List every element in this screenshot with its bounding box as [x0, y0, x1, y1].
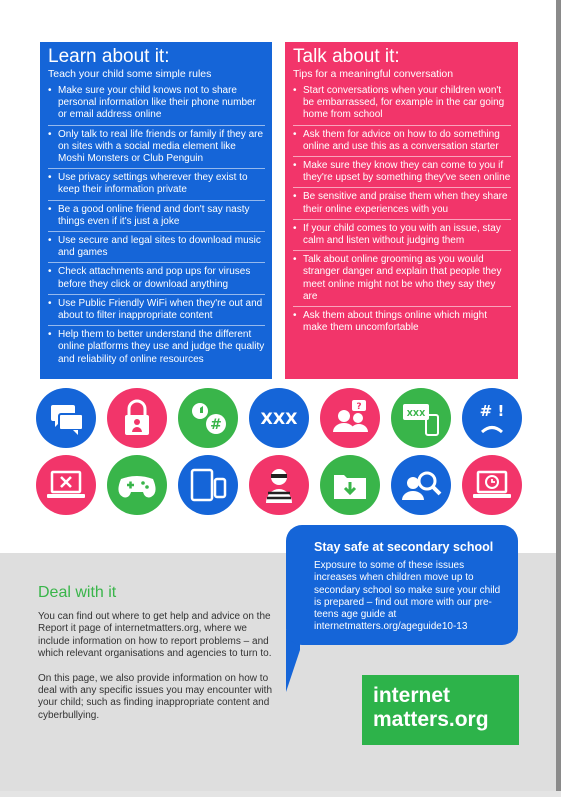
list-item: • If your child comes to you with an issue, stay calm and listen without judging them [293, 223, 511, 251]
logo-line-1: internet [373, 684, 451, 707]
learn-title: Learn about it: [48, 46, 170, 67]
svg-text:XXX: XXX [406, 409, 426, 418]
padlock-person-icon [107, 388, 167, 448]
people-question-icon [320, 388, 380, 448]
kisses-icon [249, 388, 309, 448]
secondary-school-bubble [286, 525, 518, 645]
like-hashtag-icon [178, 388, 238, 448]
deal-text [38, 611, 278, 734]
list-item: • Be sensitive and praise them when they share their online experiences with you [293, 191, 511, 219]
list-item: • Help them to better understand the different online platforms they use and judge the quality and reliability of online resources [48, 329, 265, 369]
page-edge-shadow [556, 0, 561, 797]
chat-bubbles-icon [36, 388, 96, 448]
secondary-title: Stay safe at secondary school [314, 540, 494, 554]
svg-text:?: ? [356, 402, 362, 412]
download-folder-icon [320, 455, 380, 515]
list-item: • Ask them for advice on how to do something online and use this as a conversation starter [293, 129, 511, 157]
learn-list [48, 85, 265, 369]
learn-subtitle: Teach your child some simple rules [48, 68, 212, 80]
talk-subtitle: Tips for a meaningful conversation [293, 68, 454, 80]
list-item: • Ask them about things online which might make them uncomfortable [293, 310, 511, 337]
page-bottom-edge [0, 791, 561, 797]
logo-line-2: matters.org [373, 708, 489, 731]
svg-text:# !: # ! [479, 402, 505, 420]
magnifier-person-icon [391, 455, 451, 515]
secondary-text: Exposure to some of these issues increases when children move up to secondary school so make sure your child is prepared – find out more with our pre-teens age guide at internetmatters.org/ageguide10-13 [314, 560, 501, 633]
deal-paragraph: On this page, we also provide information on how to deal with any specific issues you may encounter with your child; such as finding inappropriate content and cyberbullying. [38, 672, 273, 721]
laptop-clock-icon [462, 455, 522, 515]
svg-text:XXX: XXX [260, 409, 298, 428]
svg-text:#: # [210, 417, 222, 433]
list-item: • Be a good online friend and don't say nasty things even if it's just a joke [48, 204, 265, 232]
tablet-phone-icon [178, 455, 238, 515]
list-item: • Use secure and legal sites to download music and games [48, 235, 265, 263]
deal-paragraph: You can find out where to get help and advice on the Report it page of internetmatters.org, where we include information on how to report problems – and which relevant organisations and agencies to turn to. [38, 611, 272, 660]
angry-face-icon [462, 388, 522, 448]
talk-list [293, 85, 511, 337]
masked-stranger-icon [249, 455, 309, 515]
list-item: • Only talk to real life friends or family if they are on sites with a social media element like Moshi Monsters or Club Penguin [48, 129, 265, 170]
phone-message-icon [391, 388, 451, 448]
laptop-warning-icon [36, 455, 96, 515]
talk-title: Talk about it: [293, 46, 400, 67]
list-item: • Use Public Friendly WiFi when they're out and about to filter inappropriate content [48, 298, 265, 326]
deal-title: Deal with it [38, 584, 117, 601]
game-controller-icon [107, 455, 167, 515]
list-item: • Talk about online grooming as you would stranger danger and explain that people they meet online might not be who they say they are [293, 254, 511, 307]
internet-matters-logo [362, 675, 519, 745]
learn-panel [40, 42, 272, 379]
list-item: • Check attachments and pop ups for viruses before they click or download anything [48, 266, 265, 294]
list-item: • Use privacy settings wherever they exist to keep their information private [48, 172, 265, 200]
icon-grid [36, 388, 520, 518]
list-item: • Make sure they know they can come to you if they're upset by something they've seen online [293, 160, 511, 188]
list-item: • Make sure your child knows not to share personal information like their phone number or email address online [48, 85, 265, 126]
list-item: • Start conversations when your children won't be embarrassed, for example in the car going home from school [293, 85, 511, 126]
talk-panel [285, 42, 518, 379]
